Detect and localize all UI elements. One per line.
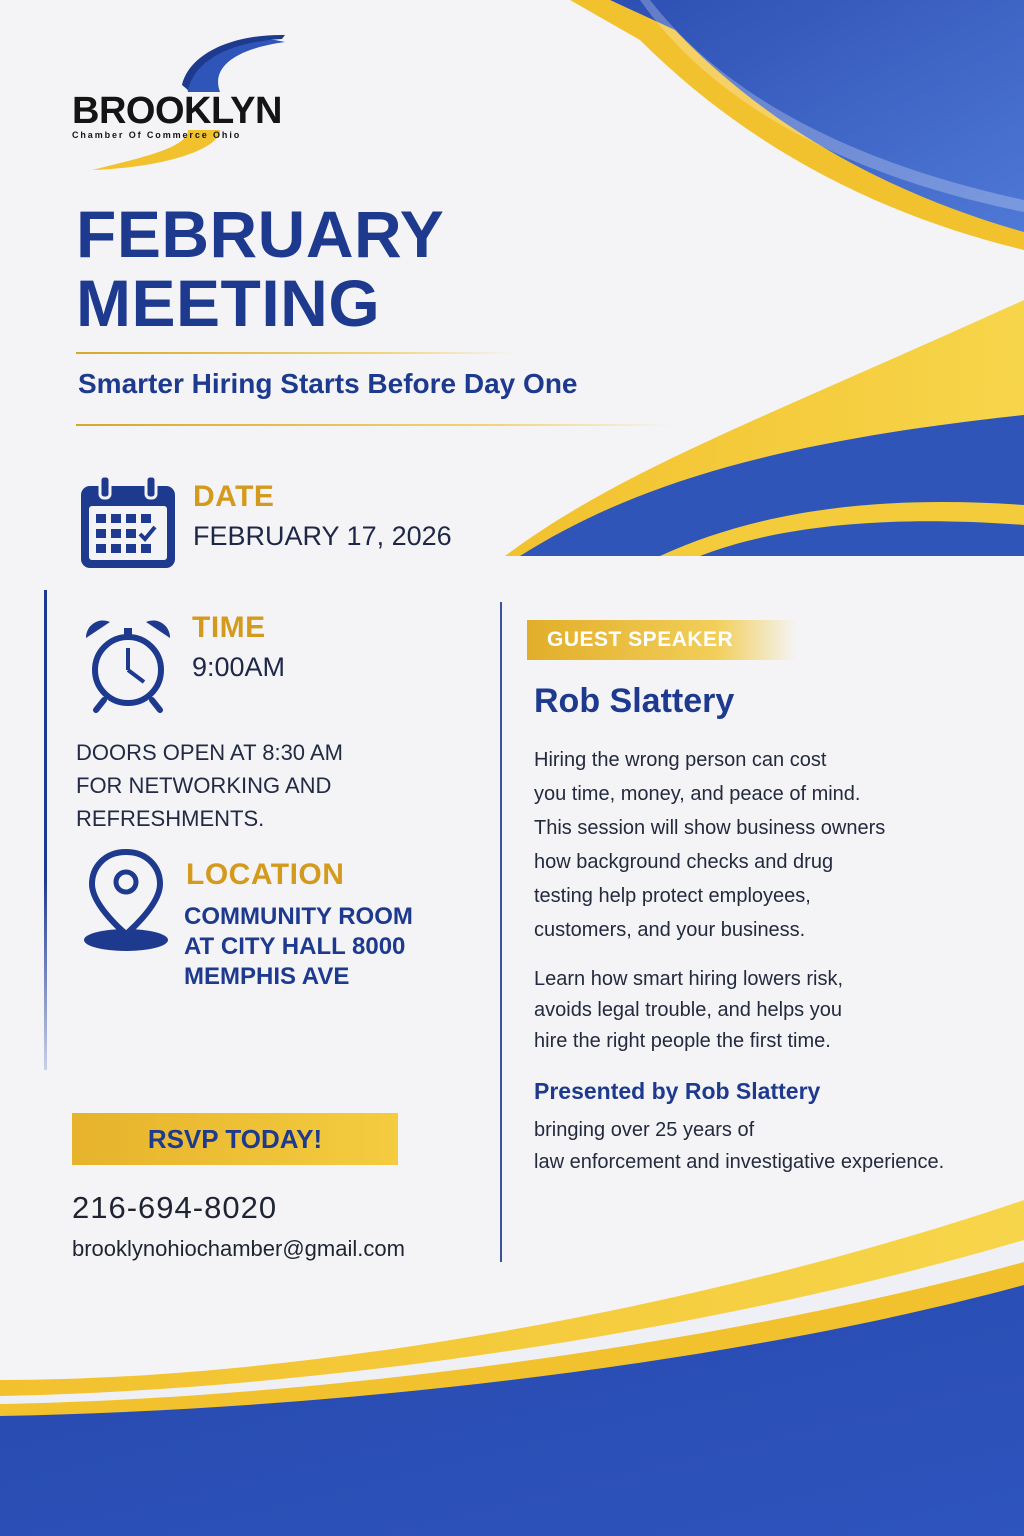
desc1-line: This session will show business owners [534, 817, 886, 839]
date-label: DATE [193, 480, 275, 513]
desc1-line: how background checks and drug [534, 851, 834, 873]
guest-speaker-label: GUEST SPEAKER [547, 628, 734, 651]
desc1-line: Hiring the wrong person can cost [534, 749, 827, 771]
phone-number[interactable]: 216-694-8020 [72, 1190, 278, 1225]
location-line-2: AT CITY HALL 8000 [184, 933, 406, 960]
alarm-clock-icon [80, 616, 176, 714]
desc1-line: testing help protect employees, [534, 885, 811, 907]
location-label: LOCATION [186, 858, 345, 891]
title-line-2: MEETING [76, 266, 381, 340]
desc2-line: Learn how smart hiring lowers risk, [534, 968, 843, 990]
brooklyn-chamber-logo [70, 30, 340, 175]
doors-open-note [76, 736, 436, 835]
email-address[interactable]: brooklynohiochamber@gmail.com [72, 1236, 405, 1261]
calendar-icon [78, 474, 178, 572]
location-line-1: COMMUNITY ROOM [184, 903, 413, 930]
rsvp-button[interactable]: RSVP TODAY! [72, 1113, 398, 1165]
title-line-1: FEBRUARY [76, 197, 445, 271]
experience-line-1: bringing over 25 years of [534, 1119, 755, 1141]
desc2-line: avoids legal trouble, and helps you [534, 999, 842, 1021]
doors-line-1: DOORS OPEN AT 8:30 AM [76, 740, 343, 765]
map-pin-icon [80, 848, 172, 954]
page-title [76, 197, 445, 340]
title-divider-bottom [76, 424, 676, 426]
experience-line-2: law enforcement and investigative experience. [534, 1151, 945, 1173]
time-value: 9:00AM [192, 652, 286, 682]
speaker-description-2 [534, 964, 964, 1057]
speaker-experience [534, 1114, 1004, 1178]
logo-wordmark: BROOKLYN [72, 90, 282, 132]
speaker-name: Rob Slattery [534, 682, 735, 720]
center-vertical-rule [500, 602, 502, 1262]
doors-line-3: REFRESHMENTS. [76, 806, 265, 831]
logo-tagline: Chamber Of Commerce Ohio [72, 130, 242, 140]
desc1-line: customers, and your business. [534, 919, 806, 941]
title-divider-top [76, 352, 516, 354]
speaker-description-1 [534, 743, 964, 947]
location-line-3: MEMPHIS AVE [184, 963, 350, 990]
left-vertical-rule [44, 590, 47, 1070]
time-label: TIME [192, 611, 266, 644]
desc1-line: you time, money, and peace of mind. [534, 783, 861, 805]
presented-by: Presented by Rob Slattery [534, 1078, 821, 1104]
location-address [184, 902, 484, 992]
date-value: FEBRUARY 17, 2026 [193, 521, 452, 551]
desc2-line: hire the right people the first time. [534, 1030, 831, 1052]
event-subtitle: Smarter Hiring Starts Before Day One [78, 368, 578, 399]
doors-line-2: FOR NETWORKING AND [76, 773, 332, 798]
guest-speaker-badge [527, 620, 797, 660]
